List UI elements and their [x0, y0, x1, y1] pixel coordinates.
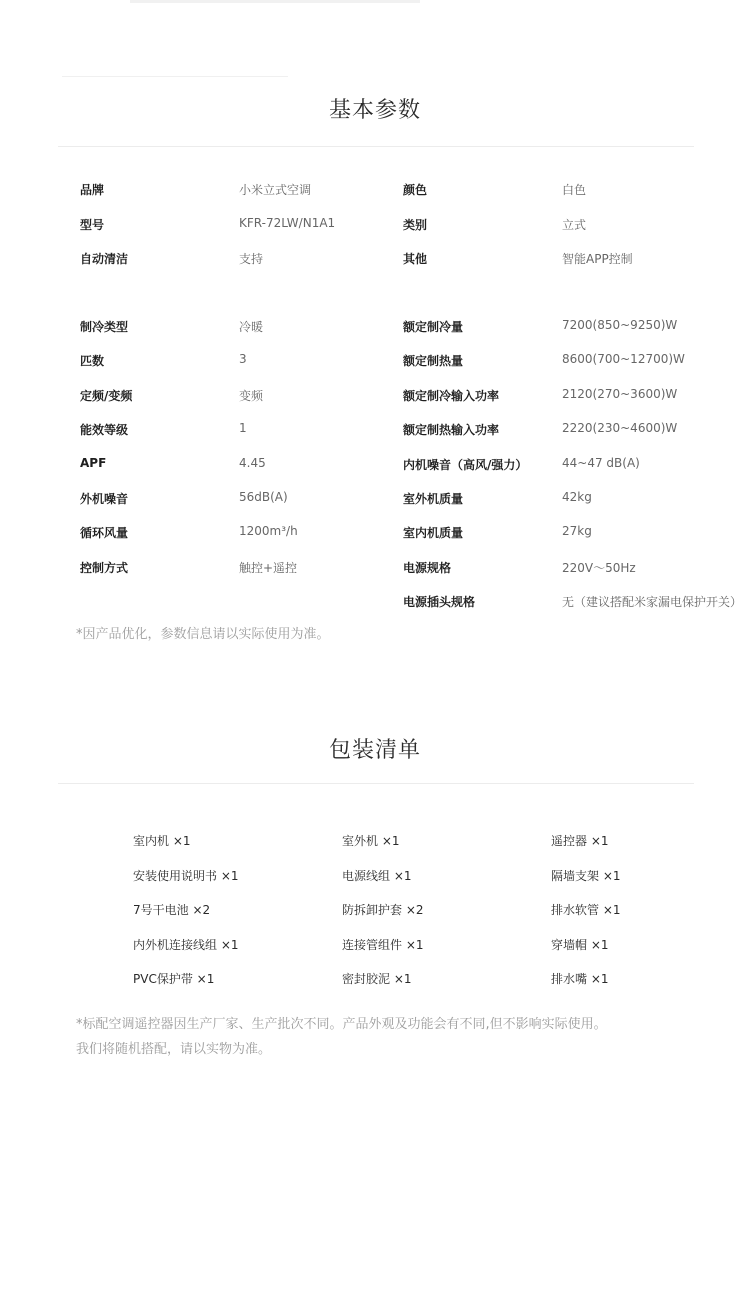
param-label: 类别 — [403, 217, 428, 232]
param-label: 额定制热量 — [403, 354, 464, 369]
param-value: 1200m³/h — [239, 524, 298, 539]
packing-divider — [58, 783, 694, 784]
param-value: 4.45 — [239, 455, 266, 470]
packing-item: 排水嘴 ×1 — [551, 972, 609, 986]
param-value: 变频 — [239, 388, 264, 403]
param-row — [0, 524, 750, 544]
param-label: 电源规格 — [403, 560, 452, 575]
param-label: 能效等级 — [80, 423, 129, 438]
param-value: 1 — [239, 421, 247, 436]
param-value: 冷暖 — [239, 320, 264, 334]
param-label: 匹数 — [80, 354, 105, 369]
param-row — [0, 593, 750, 613]
params-note: *因产品优化，参数信息请以实际使用为准。 — [76, 627, 330, 642]
params-divider — [58, 146, 694, 147]
packing-item: 排水软管 ×1 — [551, 903, 621, 917]
param-label: 其他 — [403, 252, 428, 266]
param-value: 220V～50Hz — [562, 560, 636, 575]
packing-note-line2: 我们将随机搭配，请以实物为准。 — [76, 1042, 272, 1057]
packing-item: 密封胶泥 ×1 — [342, 972, 412, 986]
param-value: 无（建议搭配米家漏电保护开关） — [562, 595, 743, 610]
param-label: 制冷类型 — [80, 320, 129, 334]
param-label: 额定制冷量 — [403, 320, 464, 334]
param-label: 电源插头规格 — [403, 595, 476, 610]
packing-item: 隔墙支架 ×1 — [551, 868, 621, 883]
param-label: 内机噪音（高风/强力） — [403, 457, 528, 472]
param-value: 7200(850~9250)W — [562, 318, 678, 332]
param-value: 支持 — [239, 252, 264, 266]
packing-item: 电源线组 ×1 — [342, 868, 412, 883]
param-label: 循环风量 — [80, 526, 129, 541]
param-row — [0, 421, 750, 441]
param-label: 型号 — [80, 217, 105, 232]
packing-item: PVC保护带 ×1 — [133, 972, 215, 986]
param-row — [0, 318, 750, 338]
param-value: 触控+遥控 — [239, 560, 298, 575]
param-label: 室外机质量 — [403, 492, 464, 506]
param-row — [0, 181, 750, 201]
param-label: 自动清洁 — [80, 252, 129, 266]
param-row — [0, 352, 750, 372]
packing-note-line1: *标配空调遥控器因生产厂家、生产批次不同。产品外观及功能会有不同,但不影响实际使用。 — [76, 1017, 607, 1032]
param-value: 27kg — [562, 524, 592, 539]
packing-item: 防拆卸护套 ×2 — [342, 903, 424, 917]
packing-item: 穿墙帽 ×1 — [551, 937, 609, 952]
param-value: 立式 — [562, 217, 587, 232]
param-value: 白色 — [562, 183, 587, 197]
param-label: 定频/变频 — [80, 388, 133, 403]
param-value: 56dB(A) — [239, 490, 288, 504]
param-label: 额定制热输入功率 — [403, 423, 500, 438]
packing-item: 室内机 ×1 — [133, 834, 191, 848]
param-row — [0, 250, 750, 270]
param-label: 额定制冷输入功率 — [403, 388, 500, 403]
param-label: 颜色 — [403, 183, 428, 197]
param-row — [0, 490, 750, 510]
faint-rule — [62, 76, 288, 77]
param-value: 2220(230~4600)W — [562, 421, 678, 436]
param-value: 42kg — [562, 490, 592, 504]
param-label: APF — [80, 455, 107, 470]
packing-item: 7号干电池 ×2 — [133, 903, 211, 917]
packing-item: 安装使用说明书 ×1 — [133, 868, 239, 883]
packing-section-title: 包装清单 — [328, 738, 421, 763]
param-row — [0, 216, 750, 236]
packing-item: 遥控器 ×1 — [551, 834, 609, 848]
param-label: 外机噪音 — [80, 492, 129, 506]
packing-item: 室外机 ×1 — [342, 834, 400, 848]
packing-item: 连接管组件 ×1 — [342, 937, 424, 952]
param-value: 44~47 dB(A) — [562, 455, 640, 470]
param-value: 智能APP控制 — [562, 252, 633, 266]
param-row — [0, 456, 750, 476]
param-value: 2120(270~3600)W — [562, 386, 678, 401]
param-value: 8600(700~12700)W — [562, 352, 685, 367]
params-section-title: 基本参数 — [328, 98, 421, 123]
param-row — [0, 387, 750, 407]
top-edge-line — [130, 0, 420, 3]
packing-item: 内外机连接线组 ×1 — [133, 937, 239, 952]
param-label: 控制方式 — [80, 560, 129, 575]
param-value: 3 — [239, 352, 247, 367]
param-label: 品牌 — [80, 183, 105, 197]
param-row — [0, 559, 750, 579]
param-value: 小米立式空调 — [239, 183, 312, 197]
param-label: 室内机质量 — [403, 526, 464, 541]
param-value: KFR-72LW/N1A1 — [239, 215, 336, 230]
